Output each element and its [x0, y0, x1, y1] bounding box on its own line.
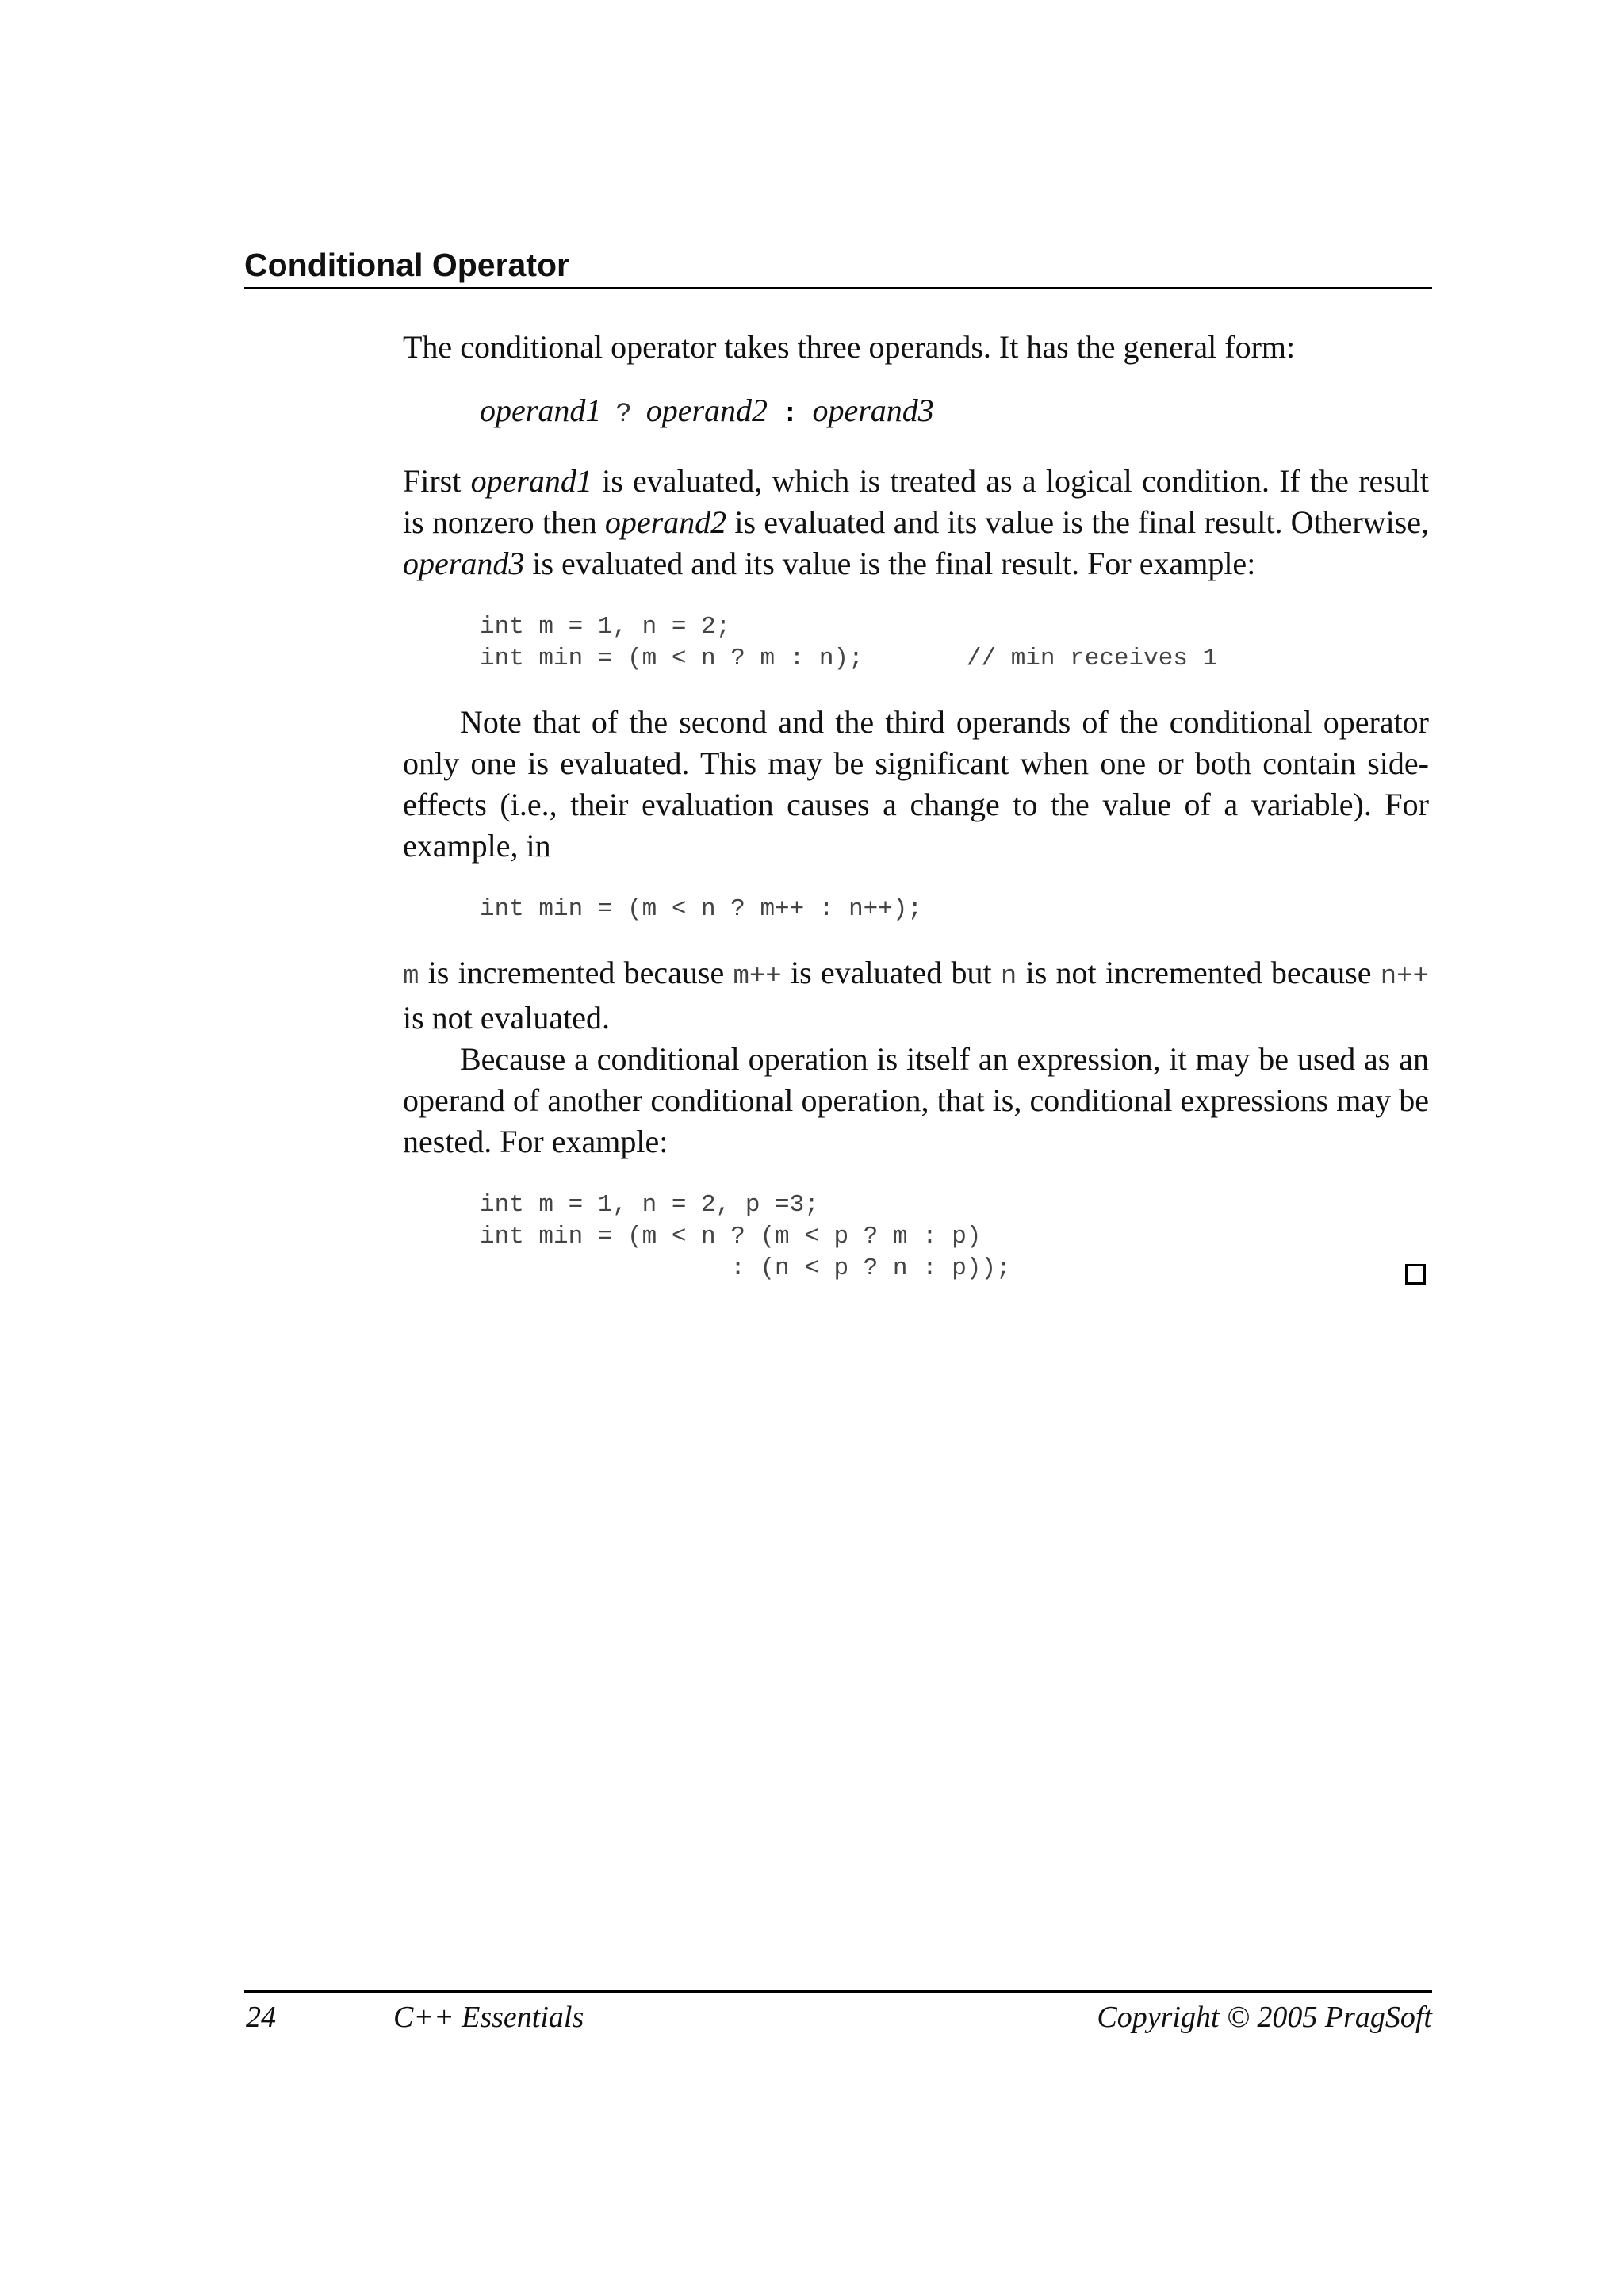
page-footer	[244, 1990, 1432, 2037]
code-example-2	[480, 894, 1429, 925]
nested-paragraph: Because a conditional operation is itself an expression, it may be used as an operand of another conditional operation, that is, conditional expressions may be nested. For example:	[403, 1041, 1429, 1159]
question-operator: ?	[615, 400, 632, 430]
para2-operand1: operand1	[470, 463, 592, 499]
code-line: int min = (m < n ? m++ : n++);	[480, 895, 923, 923]
code-line: : (n < p ? n : p));	[480, 1254, 1011, 1282]
code-line: int min = (m < n ? (m < p ? m : p)	[480, 1223, 982, 1250]
page-number: 24	[246, 2001, 276, 2034]
intro-paragraph: The conditional operator takes three operands. It has the general form:	[403, 329, 1296, 365]
para2-text-3: is evaluated and its value is the final result. Otherwise,	[726, 504, 1429, 540]
inline-code-m: m	[403, 962, 419, 992]
para2-text-2: is evaluated, which is treated as a logical condition. If the result is nonzero then	[403, 463, 1429, 540]
code-line: int m = 1, n = 2;	[480, 613, 731, 641]
code-example-3	[480, 1189, 1429, 1285]
body-text	[403, 327, 1429, 1312]
section-heading: Conditional Operator	[244, 243, 1432, 289]
inline-code-n: n	[1000, 962, 1017, 992]
para4-text-1: is incremented because	[419, 955, 733, 990]
copyright-notice: Copyright © 2005 PragSoft	[1097, 2001, 1432, 2034]
operand3-label: operand3	[812, 393, 934, 428]
colon-operator: :	[782, 400, 799, 430]
operand1-label: operand1	[480, 393, 602, 428]
para2-operand3: operand3	[403, 546, 525, 581]
para4-text-2: is evaluated but	[781, 955, 1001, 990]
para2-text-1: First	[403, 463, 471, 499]
para2-text-4: is evaluated and its value is the final result. For example:	[524, 546, 1256, 581]
increment-paragraph	[403, 952, 1429, 1039]
end-of-section-box-icon	[1405, 1264, 1426, 1285]
inline-code-m-plus-plus: m++	[733, 962, 782, 992]
general-form	[480, 390, 1429, 435]
para4-text-4: is not evaluated.	[403, 1000, 611, 1036]
para4-text-3: is not incremented because	[1017, 955, 1381, 990]
code-line: int min = (m < n ? m : n); // min receives 1	[480, 645, 1218, 672]
operand2-label: operand2	[645, 393, 768, 428]
book-title: C++ Essentials	[393, 2001, 584, 2034]
evaluation-paragraph	[403, 461, 1429, 584]
code-example-1	[480, 611, 1429, 675]
code-line: int m = 1, n = 2, p =3;	[480, 1191, 819, 1219]
para2-operand2: operand2	[604, 504, 727, 540]
side-effects-paragraph: Note that of the second and the third operands of the conditional operator only one is evaluated. This may be significant when one or both contain side-effects (i.e., their evaluation causes a change to the value of a variable). For example, in	[403, 704, 1429, 864]
inline-code-n-plus-plus: n++	[1380, 962, 1429, 992]
